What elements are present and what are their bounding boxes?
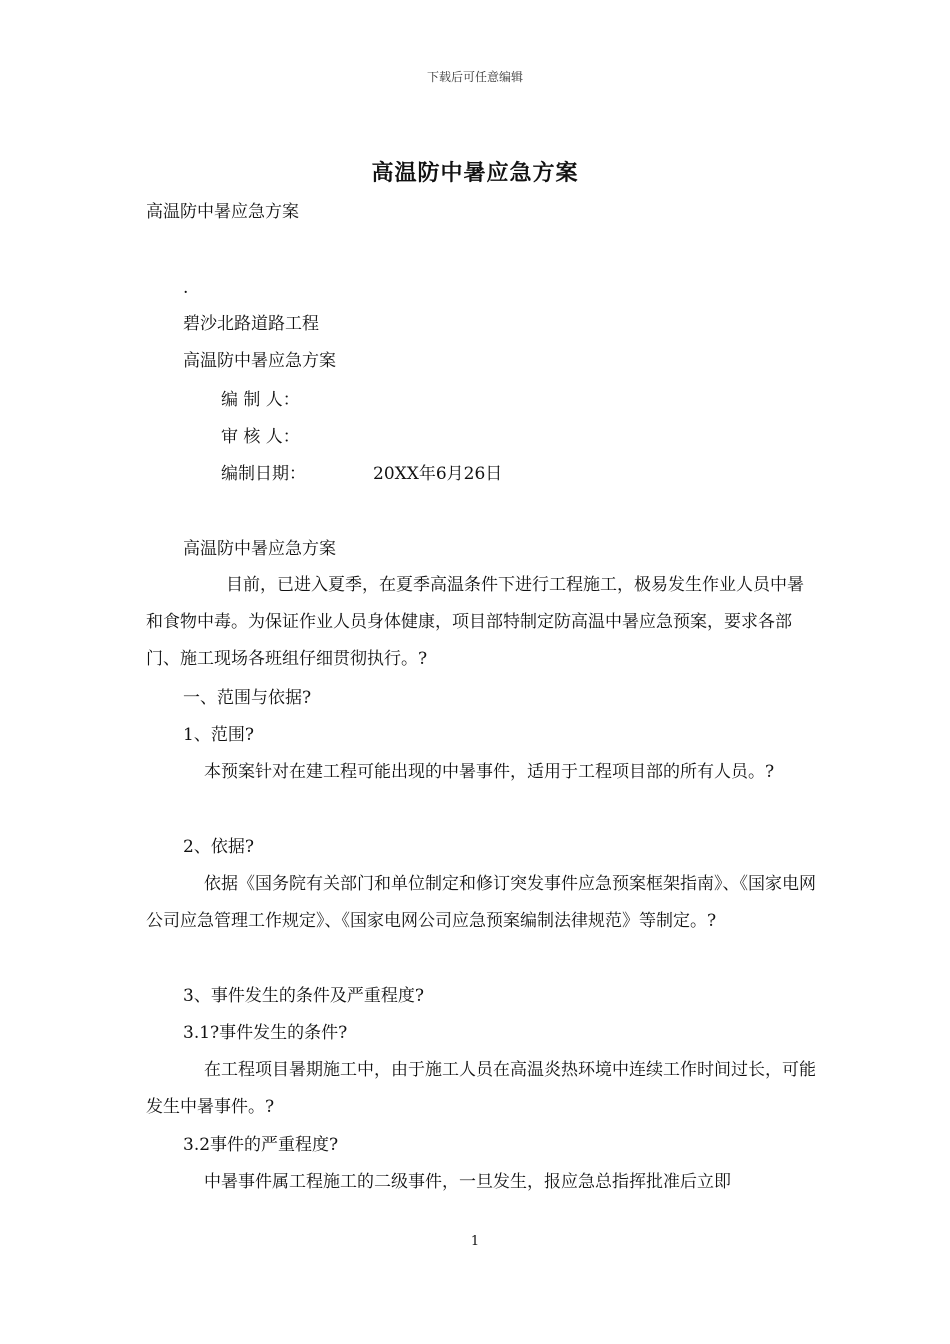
cover-project-name: 碧沙北路道路工程 [183, 314, 319, 334]
subsection-2-heading: 2、依据? [183, 837, 254, 857]
basis-paragraph [146, 866, 816, 940]
section-1-heading: 一、范围与依据? [183, 688, 312, 708]
subsection-3-heading: 3、事件发生的条件及严重程度? [183, 986, 424, 1006]
page-number: 1 [470, 1234, 480, 1249]
subsection-3-2-heading: 3.2事件的严重程度? [183, 1135, 339, 1155]
basis-text: 依据《国务院有关部门和单位制定和修订突发事件应急预案框架指南》、《国家电网公司应急管理工作规定》、《国家电网公司应急预案编制法律规范》等制定。? [146, 874, 816, 931]
scope-paragraph [146, 754, 816, 791]
subsection-1-heading: 1、范围? [183, 725, 254, 745]
header-note: 下载后可任意编辑 [426, 70, 523, 84]
cover-dot: . [183, 278, 189, 298]
cover-compiler-label: 编 制 人： [221, 390, 300, 410]
scope-text: 本预案针对在建工程可能出现的中暑事件，适用于工程项目部的所有人员。? [204, 762, 775, 782]
cover-date-value: 20XX年6月26日 [373, 464, 503, 484]
intro-paragraph [146, 567, 816, 678]
intro-text: 目前，已进入夏季，在夏季高温条件下进行工程施工，极易发生作业人员中暑和食物中毒。为保证作业人员身体健康，项目部特制定防高温中暑应急预案，要求各部门、施工现场各班组仔细贯彻执行。? [146, 575, 804, 669]
cover-plan-name: 高温防中暑应急方案 [183, 351, 336, 371]
subsection-3-1-heading: 3.1?事件发生的条件? [183, 1023, 348, 1043]
severity-text: 中暑事件属工程施工的二级事件，一旦发生，报应急总指挥批准后立即 [204, 1172, 731, 1192]
document-subtitle: 高温防中暑应急方案 [146, 202, 299, 222]
document-title: 高温防中暑应急方案 [371, 160, 579, 186]
cover-date-label: 编制日期： [221, 464, 306, 484]
body-heading: 高温防中暑应急方案 [183, 539, 336, 559]
cover-reviewer-label: 审 核 人： [221, 427, 300, 447]
severity-paragraph [146, 1164, 816, 1201]
condition-paragraph [146, 1052, 816, 1126]
condition-text: 在工程项目暑期施工中，由于施工人员在高温炎热环境中连续工作时间过长，可能发生中暑事件。? [146, 1060, 816, 1117]
